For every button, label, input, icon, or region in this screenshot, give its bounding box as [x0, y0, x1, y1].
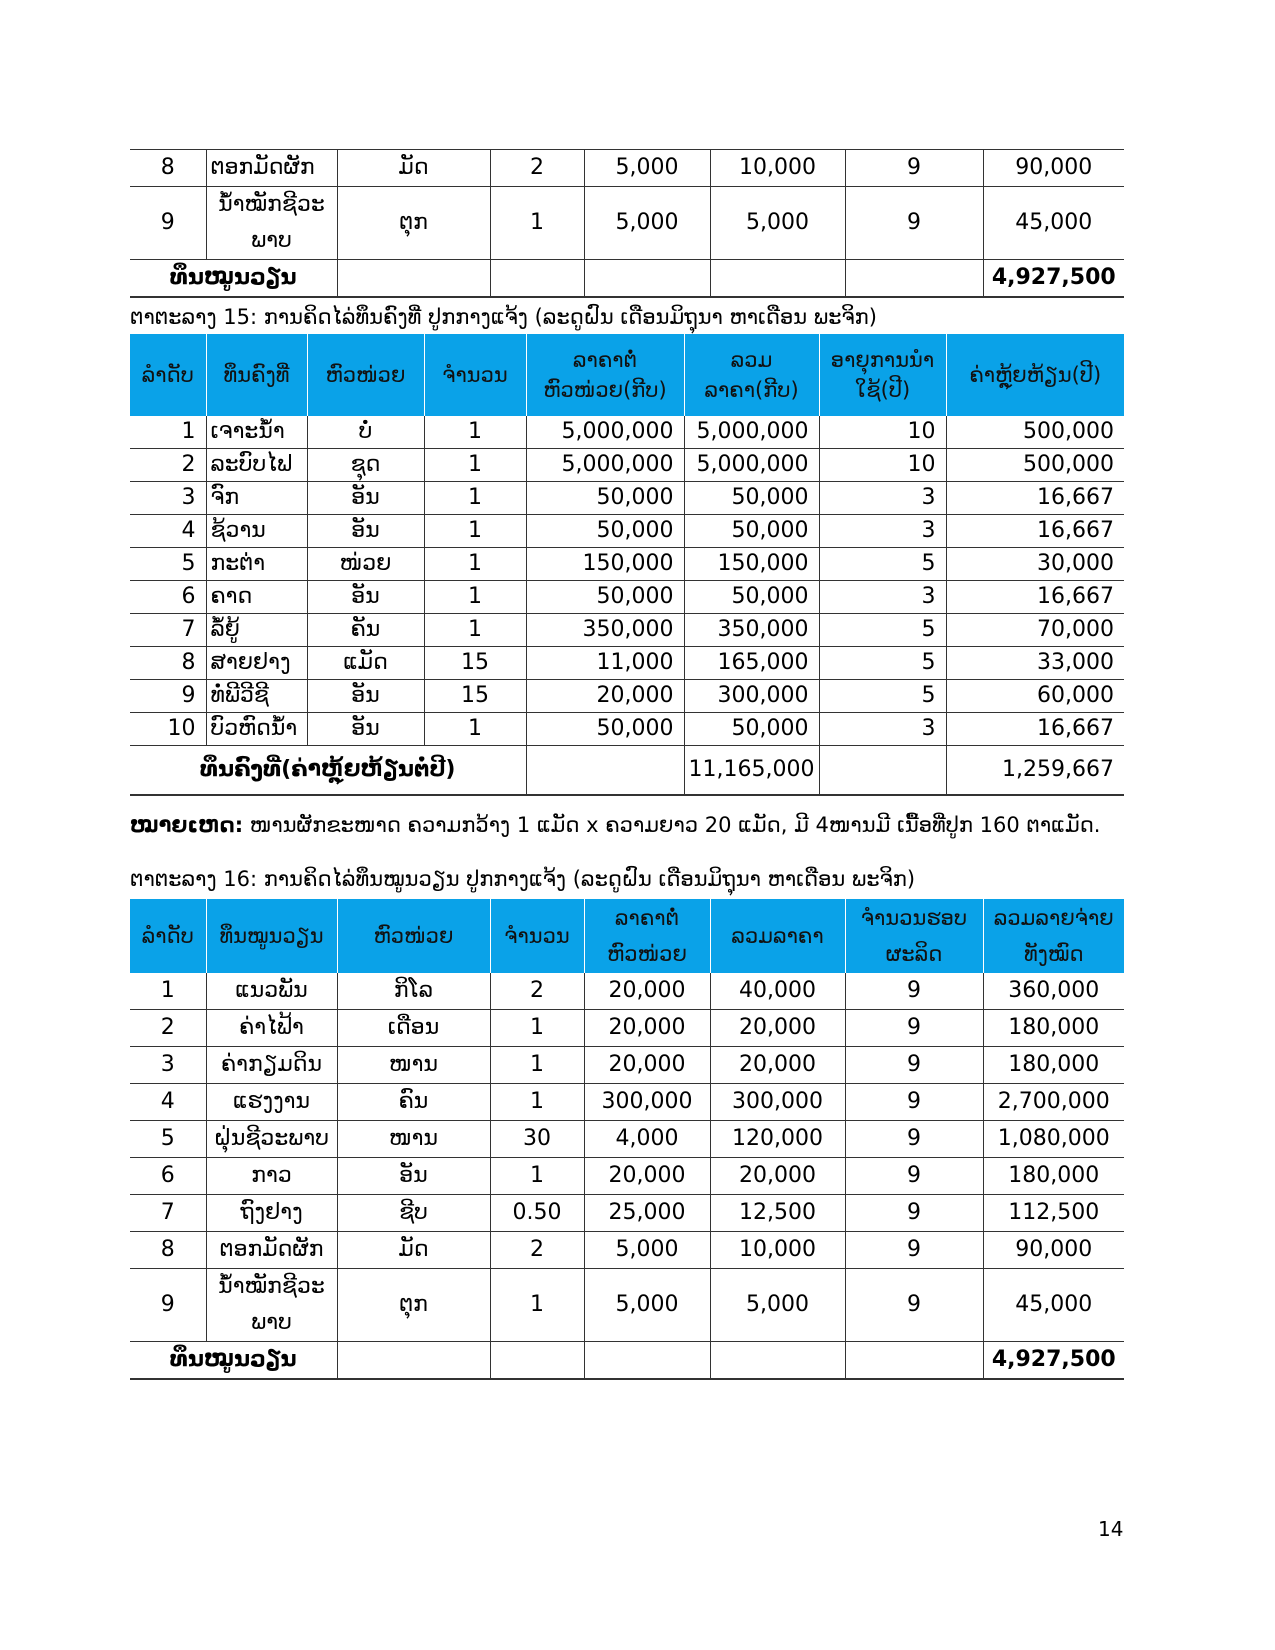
item-name: ບົວຫົດນ້ຳ: [206, 713, 307, 746]
unit: ອັນ: [307, 482, 424, 515]
empty-cell: [337, 1342, 490, 1380]
quantity: 1: [490, 1010, 584, 1047]
quantity: 1: [424, 449, 526, 482]
quantity: 1: [424, 515, 526, 548]
depreciation: 33,000: [946, 647, 1124, 680]
empty-cell: [526, 746, 684, 796]
unit: ໜ່ວຍ: [307, 548, 424, 581]
quantity: 1: [424, 581, 526, 614]
table-row: [130, 187, 1124, 260]
table-row: [130, 1232, 1124, 1269]
unit: ມັດ: [337, 150, 490, 187]
item-name: ຄ່າກຽມດິນ: [206, 1047, 337, 1084]
depreciation: 500,000: [946, 416, 1124, 449]
item-name: ຖົງຢາງ: [206, 1195, 337, 1232]
table-row: [130, 416, 1124, 449]
table-row: [130, 647, 1124, 680]
item-name: ຊ້ວານ: [206, 515, 307, 548]
row-number: 1: [130, 416, 206, 449]
table-15-caption: ຕາຕະລາງ 15: ການຄິດໄລ່ທຶນຄົງທີ່ ປູກກາງແຈ້ງ (ລະດູຝົນ ເດືອນມິຖຸນາ ຫາເດືອນ ພະຈິກ): [130, 305, 877, 329]
empty-cell: [710, 1342, 845, 1380]
cycles: 9: [845, 187, 983, 260]
unit: ອັນ: [337, 1158, 490, 1195]
table-row: [130, 614, 1124, 647]
cycles: 9: [845, 973, 983, 1010]
working-capital-table: [130, 899, 1124, 1380]
cycles: 9: [845, 1195, 983, 1232]
cycles: 9: [845, 1010, 983, 1047]
unit-price: 50,000: [526, 581, 684, 614]
amount: 180,000: [983, 1010, 1124, 1047]
row-number: 8: [130, 150, 206, 187]
unit: ຕຸກ: [337, 1269, 490, 1342]
depreciation: 16,667: [946, 713, 1124, 746]
unit: ຄົນ: [337, 1084, 490, 1121]
table-row: [130, 1047, 1124, 1084]
unit: ມັດ: [337, 1232, 490, 1269]
total-price: 50,000: [684, 482, 819, 515]
unit-price: 5,000: [584, 187, 710, 260]
unit-price: 350,000: [526, 614, 684, 647]
total-row: [130, 746, 1124, 796]
amount: 180,000: [983, 1047, 1124, 1084]
unit: ຄັນ: [307, 614, 424, 647]
row-number: 3: [130, 1047, 206, 1084]
useful-life: 3: [819, 482, 946, 515]
cycles: 9: [845, 1232, 983, 1269]
header-life: ອາຍຸການນຳໃຊ້(ປີ): [819, 334, 946, 416]
amount: 180,000: [983, 1158, 1124, 1195]
quantity: 1: [424, 548, 526, 581]
quantity: 1: [424, 713, 526, 746]
header-unit-price: ລາຄາຕໍ່ຫົວໜ່ວຍ: [584, 899, 710, 973]
unit-price: 5,000,000: [526, 416, 684, 449]
total-label: ທຶນໝູນວຽນ: [130, 260, 337, 298]
useful-life: 5: [819, 680, 946, 713]
unit-price: 50,000: [526, 713, 684, 746]
amount: 1,080,000: [983, 1121, 1124, 1158]
depreciation: 70,000: [946, 614, 1124, 647]
unit-price: 300,000: [584, 1084, 710, 1121]
unit: ອັນ: [307, 713, 424, 746]
total-price: 5,000: [710, 1269, 845, 1342]
unit: ໜານ: [337, 1047, 490, 1084]
total-row: [130, 1342, 1124, 1380]
total-price: 10,000: [710, 150, 845, 187]
unit: ເດືອນ: [337, 1010, 490, 1047]
unit-price: 11,000: [526, 647, 684, 680]
quantity: 1: [424, 614, 526, 647]
total-label: ທຶນຄົງທີ່(ຄ່າຫຼຸ້ຍຫ້ຽນຕໍ່ປີ): [130, 746, 526, 796]
row-number: 4: [130, 1084, 206, 1121]
table-row: [130, 1195, 1124, 1232]
header-no: ລຳດັບ: [130, 334, 206, 416]
quantity: 2: [490, 973, 584, 1010]
header-amount: ລວມລາຍຈ່າຍທັງໝົດ: [983, 899, 1124, 973]
header-total: ລວມລາຄາ(ກີບ): [684, 334, 819, 416]
header-no: ລຳດັບ: [130, 899, 206, 973]
header-unit: ຫົວໜ່ວຍ: [337, 899, 490, 973]
quantity: 1: [490, 1047, 584, 1084]
table-row: [130, 581, 1124, 614]
item-name: ນ້ຳໝັກຊີວະພາບ: [206, 1269, 337, 1342]
total-label: ທຶນໝູນວຽນ: [130, 1342, 337, 1380]
unit-price: 20,000: [584, 1158, 710, 1195]
quantity: 1: [424, 416, 526, 449]
item-name: ລໍ້ຍູ້: [206, 614, 307, 647]
total-price: 120,000: [710, 1121, 845, 1158]
depreciation: 16,667: [946, 515, 1124, 548]
useful-life: 5: [819, 548, 946, 581]
empty-cell: [490, 1342, 584, 1380]
note-label: ໝາຍເຫດ:: [130, 813, 244, 837]
cycles: 9: [845, 1158, 983, 1195]
depreciation: 500,000: [946, 449, 1124, 482]
unit: ຊຸດ: [307, 449, 424, 482]
quantity: 1: [490, 1269, 584, 1342]
total-price: 20,000: [710, 1010, 845, 1047]
table-row: [130, 1084, 1124, 1121]
row-number: 5: [130, 1121, 206, 1158]
total-price: 5,000,000: [684, 449, 819, 482]
unit-price: 5,000: [584, 1232, 710, 1269]
item-name: ຄ່າໄຟ້າ: [206, 1010, 337, 1047]
unit-price: 20,000: [584, 1010, 710, 1047]
useful-life: 10: [819, 449, 946, 482]
depreciation: 16,667: [946, 581, 1124, 614]
useful-life: 5: [819, 614, 946, 647]
row-number: 10: [130, 713, 206, 746]
unit-price: 5,000: [584, 150, 710, 187]
unit-price: 5,000,000: [526, 449, 684, 482]
header-depreciation: ຄ່າຫຼຸ້ຍຫ້ຽນ(ປີ): [946, 334, 1124, 416]
header-item: ທຶນຄົງທີ່: [206, 334, 307, 416]
row-number: 7: [130, 1195, 206, 1232]
header-row: [130, 334, 1124, 416]
unit-price: 150,000: [526, 548, 684, 581]
table-row: [130, 1121, 1124, 1158]
quantity: 2: [490, 150, 584, 187]
quantity: 1: [490, 187, 584, 260]
item-name: ກາວ: [206, 1158, 337, 1195]
total-price: 300,000: [710, 1084, 845, 1121]
amount: 112,500: [983, 1195, 1124, 1232]
amount: 45,000: [983, 187, 1124, 260]
header-unit-price: ລາຄາຕໍ່ຫົວໜ່ວຍ(ກີບ): [526, 334, 684, 416]
item-name: ຕອກມັດຜັກ: [206, 1232, 337, 1269]
cycles: 9: [845, 150, 983, 187]
header-item: ທຶນໝູນວຽນ: [206, 899, 337, 973]
depreciation: 30,000: [946, 548, 1124, 581]
table-16-caption: ຕາຕະລາງ 16: ການຄິດໄລ່ທຶນໝູນວຽນ ປູກກາງແຈ້ງ (ລະດູຝົນ ເດືອນມິຖຸນາ ຫາເດືອນ ພະຈິກ): [130, 867, 916, 891]
table-row: [130, 515, 1124, 548]
total-price: 20,000: [710, 1047, 845, 1084]
useful-life: 3: [819, 515, 946, 548]
row-number: 4: [130, 515, 206, 548]
row-number: 5: [130, 548, 206, 581]
table-row: [130, 1010, 1124, 1047]
total-depreciation: 1,259,667: [946, 746, 1124, 796]
empty-cell: [845, 1342, 983, 1380]
useful-life: 3: [819, 581, 946, 614]
unit-price: 20,000: [526, 680, 684, 713]
useful-life: 3: [819, 713, 946, 746]
cycles: 9: [845, 1047, 983, 1084]
unit: ອັນ: [307, 515, 424, 548]
table-row: [130, 680, 1124, 713]
amount: 90,000: [983, 150, 1124, 187]
cycles: 9: [845, 1121, 983, 1158]
unit-price: 50,000: [526, 515, 684, 548]
header-total: ລວມລາຄາ: [710, 899, 845, 973]
item-name: ຕອກມັດຜັກ: [206, 150, 337, 187]
unit-price: 25,000: [584, 1195, 710, 1232]
table-row: [130, 548, 1124, 581]
quantity: 2: [490, 1232, 584, 1269]
unit: ໜານ: [337, 1121, 490, 1158]
item-name: ລະບົບໄຟ: [206, 449, 307, 482]
row-number: 3: [130, 482, 206, 515]
row-number: 9: [130, 680, 206, 713]
amount: 360,000: [983, 973, 1124, 1010]
total-price: 300,000: [684, 680, 819, 713]
row-number: 9: [130, 187, 206, 260]
unit: ບໍ່: [307, 416, 424, 449]
row-number: 7: [130, 614, 206, 647]
item-name: ຈົກ: [206, 482, 307, 515]
table-row: [130, 449, 1124, 482]
amount: 90,000: [983, 1232, 1124, 1269]
item-name: ແຮງງານ: [206, 1084, 337, 1121]
unit: ກິໂລ: [337, 973, 490, 1010]
total-price: 50,000: [684, 515, 819, 548]
quantity: 30: [490, 1121, 584, 1158]
fixed-capital-table: [130, 334, 1124, 796]
total-price: 165,000: [684, 647, 819, 680]
row-number: 1: [130, 973, 206, 1010]
table-row: [130, 1158, 1124, 1195]
item-name: ຄາດ: [206, 581, 307, 614]
row-number: 8: [130, 1232, 206, 1269]
header-qty: ຈຳນວນ: [490, 899, 584, 973]
row-number: 9: [130, 1269, 206, 1342]
quantity: 0.50: [490, 1195, 584, 1232]
total-price: 50,000: [684, 713, 819, 746]
header-row: [130, 899, 1124, 973]
total-price: 10,000: [710, 1232, 845, 1269]
total-price: 40,000: [710, 973, 845, 1010]
unit-price: 5,000: [584, 1269, 710, 1342]
quantity: 1: [424, 482, 526, 515]
quantity: 1: [490, 1084, 584, 1121]
item-name: ກະຕ່າ: [206, 548, 307, 581]
empty-cell: [819, 746, 946, 796]
item-name: ເຈາະນ້ຳ: [206, 416, 307, 449]
total-price: 5,000,000: [684, 416, 819, 449]
table-row: [130, 973, 1124, 1010]
row-number: 2: [130, 449, 206, 482]
unit: ຕຸກ: [337, 187, 490, 260]
unit: ອັນ: [307, 680, 424, 713]
item-name: ທໍ່ພີວີຊີ: [206, 680, 307, 713]
empty-cell: [584, 1342, 710, 1380]
total-row: [130, 260, 1124, 298]
working-capital-table-continued: [130, 149, 1124, 298]
item-name: ສາຍຢາງ: [206, 647, 307, 680]
total-value: 4,927,500: [983, 1342, 1124, 1380]
amount: 45,000: [983, 1269, 1124, 1342]
amount: 2,700,000: [983, 1084, 1124, 1121]
row-number: 6: [130, 1158, 206, 1195]
total-price: 150,000: [684, 548, 819, 581]
header-qty: ຈຳນວນ: [424, 334, 526, 416]
total-price: 12,500: [710, 1195, 845, 1232]
table-row: [130, 150, 1124, 187]
item-name: ນ້ຳໝັກຊີວະພາບ: [206, 187, 337, 260]
cycles: 9: [845, 1269, 983, 1342]
quantity: 1: [490, 1158, 584, 1195]
total-price: 5,000: [710, 187, 845, 260]
header-unit: ຫົວໜ່ວຍ: [307, 334, 424, 416]
note-text: ໜານຜັກຂະໜາດ ຄວາມກວ້າງ 1 ແມັດ x ຄວາມຍາວ 20 ແມັດ, ມີ 4ໜານມີ ເນື້ອທີ່ປູກ 160 ຕາແມັດ.: [243, 813, 1101, 837]
total-price: 20,000: [710, 1158, 845, 1195]
row-number: 6: [130, 581, 206, 614]
quantity: 15: [424, 680, 526, 713]
unit-price: 20,000: [584, 973, 710, 1010]
table-row: [130, 713, 1124, 746]
useful-life: 10: [819, 416, 946, 449]
note: [130, 810, 1100, 840]
unit: ຊີບ: [337, 1195, 490, 1232]
header-cycles: ຈຳນວນຮອບຜະລິດ: [845, 899, 983, 973]
total-value: 4,927,500: [983, 260, 1124, 298]
row-number: 2: [130, 1010, 206, 1047]
table-row: [130, 1269, 1124, 1342]
item-name: ຝຸ່ນຊີວະພາບ: [206, 1121, 337, 1158]
quantity: 15: [424, 647, 526, 680]
unit: ແມັດ: [307, 647, 424, 680]
depreciation: 16,667: [946, 482, 1124, 515]
cycles: 9: [845, 1084, 983, 1121]
unit-price: 50,000: [526, 482, 684, 515]
total-price: 50,000: [684, 581, 819, 614]
unit-price: 20,000: [584, 1047, 710, 1084]
unit-price: 4,000: [584, 1121, 710, 1158]
total-value: 11,165,000: [684, 746, 819, 796]
item-name: ແນວພັນ: [206, 973, 337, 1010]
page-number: 14: [1098, 1517, 1124, 1541]
row-number: 8: [130, 647, 206, 680]
unit: ອັນ: [307, 581, 424, 614]
table-row: [130, 482, 1124, 515]
depreciation: 60,000: [946, 680, 1124, 713]
total-price: 350,000: [684, 614, 819, 647]
useful-life: 5: [819, 647, 946, 680]
